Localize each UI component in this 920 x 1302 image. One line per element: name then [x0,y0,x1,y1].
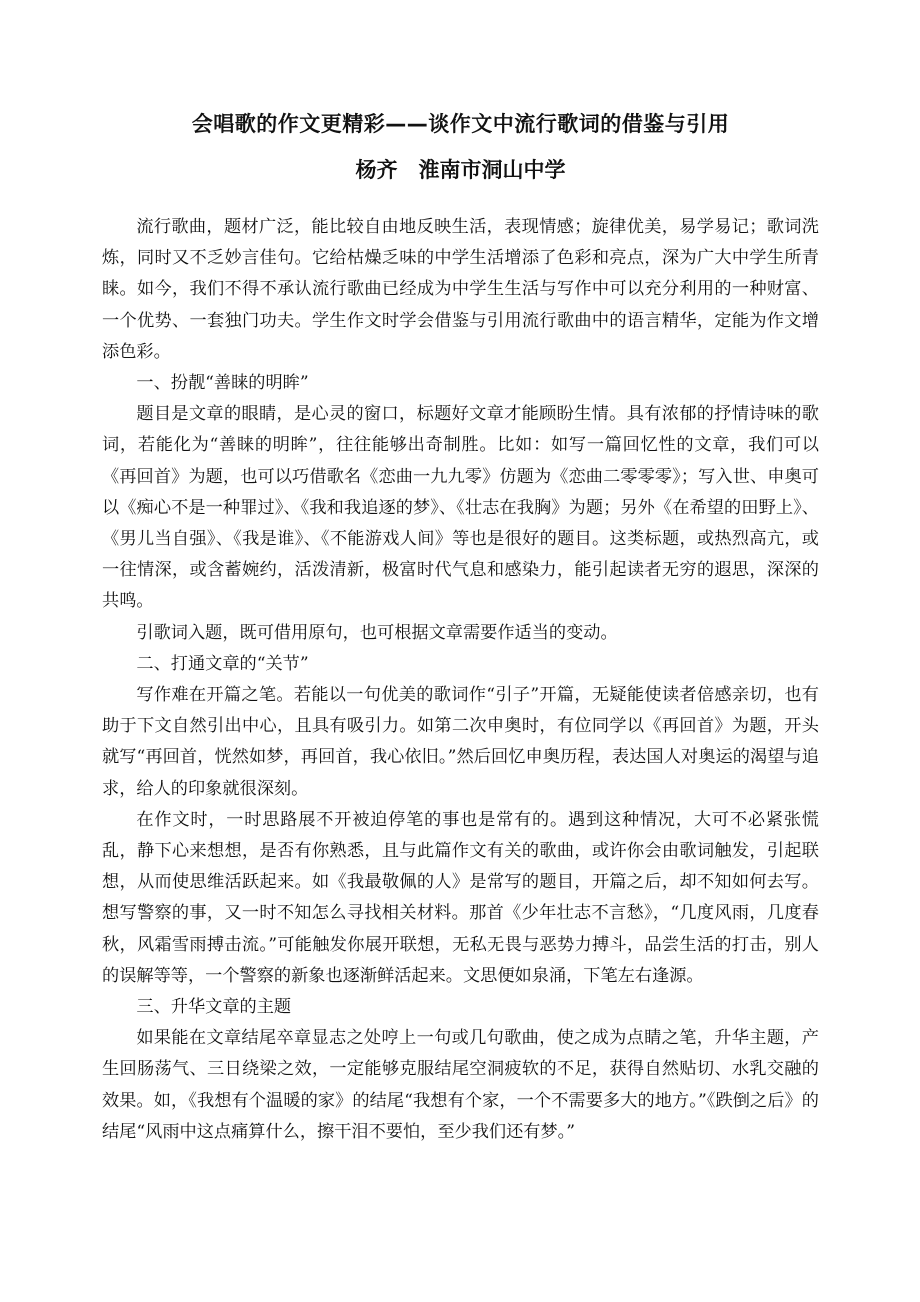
section-1-paragraph-2: 引歌词入题，既可借用原句，也可根据文章需要作适当的变动。 [136,622,618,643]
section-3-paragraph-1: 如果能在文章结尾卒章显志之处哼上一句或几句歌曲，使之成为点睛之笔，升华主题，产生回肠荡气、三日绕梁之效，一定能够克服结尾空洞疲软的不足，获得自然贴切、水乳交融的效果。如，《我想有个温暖的家》的结尾“我想有个家，一个不需要多大的地方。”《跌倒之后》的结尾“风雨中这点痛算什么，擦干泪不要怕，至少我们还有梦。” [102,1028,819,1142]
section-2-paragraph-2: 在作文时，一时思路展不开被迫停笔的事也是常有的。遇到这种情况，大可不必紧张慌乱，静下心来想想，是否有你熟悉，且与此篇作文有关的歌曲，或许你会由歌词触发，引起联想，从而使思维活跃起来。如《我最敬佩的人》是常写的题目，开篇之后，却不知如何去写。想写警察的事，又一时不知怎么寻找相关材料。那首《少年壮志不言愁》，“几度风雨，几度春秋，风霜雪雨搏击流。”可能触发你展开联想，无私无畏与恶势力搏斗，品尝生活的打击，别人的误解等等，一个警察的新象也逐渐鲜活起来。文思便如泉涌，下笔左右逢源。 [102,809,819,986]
section-1-paragraph-1: 题目是文章的眼睛，是心灵的窗口，标题好文章才能顾盼生情。具有浓郁的抒情诗味的歌词，若能化为“善睐的明眸”，往往能够出奇制胜。比如：如写一篇回忆性的文章，我们可以《再回首》为题，也可以巧借歌名《恋曲一九九零》仿题为《恋曲二零零零》；写入世、申奥可以《痴心不是一种罪过》、《我和我追逐的梦》、《壮志在我胸》为题；另外《在希望的田野上》、《男儿当自强》、《我是谁》、《不能游戏人间》等也是很好的题目。这类标题，或热烈高亢，或一往情深，或含蓄婉约，活泼清新，极富时代气息和感染力，能引起读者无穷的遐思，深深的共鸣。 [102,404,819,612]
section-heading-3: 三、升华文章的主题 [136,997,292,1018]
document-title: 会唱歌的作文更精彩——谈作文中流行歌词的借鉴与引用 [191,112,730,136]
intro-paragraph: 流行歌曲，题材广泛，能比较自由地反映生活，表现情感；旋律优美，易学易记；歌词洗炼，同时又不乏妙言佳句。它给枯燥乏味的中学生活增添了色彩和亮点，深为广大中学生所青睐。如今，我们不得不承认流行歌曲已经成为中学生生活与写作中可以充分利用的一种财富、一个优势、一套独门功夫。学生作文时学会借鉴与引用流行歌曲中的语言精华，定能为作文增添色彩。 [102,217,819,362]
section-2-paragraph-1: 写作难在开篇之笔。若能以一句优美的歌词作“引子”开篇，无疑能使读者倍感亲切，也有助于下文自然引出中心，且具有吸引力。如第二次申奥时，有位同学以《再回首》为题，开头就写“再回首，恍然如梦，再回首，我心依旧。”然后回忆申奥历程，表达国人对奥运的渴望与追求，给人的印象就很深刻。 [102,685,819,799]
document-body [102,212,819,1148]
document-page [102,104,819,1148]
section-heading-2: 二、打通文章的“关节” [136,653,309,674]
section-heading-1: 一、扮靓“善睐的明眸” [136,373,309,394]
author-line: 杨齐 淮南市洞山中学 [355,158,566,182]
